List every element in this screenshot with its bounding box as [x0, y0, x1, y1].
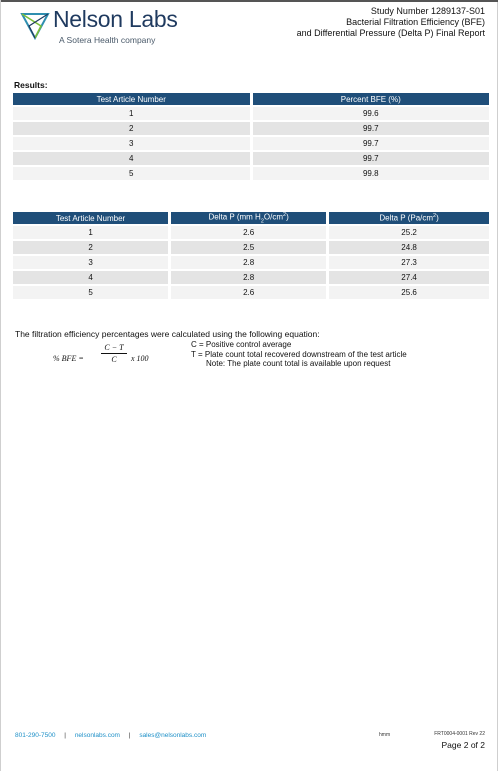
table-row	[13, 241, 489, 254]
table-row	[13, 226, 489, 239]
company-logo	[19, 8, 219, 48]
table-cell: 1	[13, 226, 168, 239]
table-cell: 99.7	[253, 137, 490, 150]
table-cell: 3	[13, 256, 168, 269]
nelson-logo-icon	[19, 8, 51, 42]
table-cell: 4	[13, 152, 250, 165]
table-cell: 24.8	[329, 241, 489, 254]
column-header: Test Article Number	[13, 212, 168, 224]
equation-note: Note: The plate count total is available upon request	[206, 359, 391, 368]
table-cell: 27.4	[329, 271, 489, 284]
table-row	[13, 137, 489, 150]
table-cell: 25.2	[329, 226, 489, 239]
equation-fraction	[101, 343, 127, 364]
column-header: Delta P $(Pa/cm^2)$	[329, 212, 489, 224]
table-cell: 2.8	[171, 256, 326, 269]
equation-definitions	[191, 340, 407, 369]
table-cell: 2	[13, 241, 168, 254]
table-row	[13, 256, 489, 269]
footer-email-link[interactable]: sales@nelsonlabs.com	[139, 732, 207, 739]
study-number: Study Number 1289137-S01	[370, 6, 485, 16]
brand-subtitle: A Sotera Health company	[59, 35, 156, 45]
table-cell: 99.6	[253, 107, 490, 120]
table-cell: 5	[13, 167, 250, 180]
column-header: Delta P (mm $H_2O/cm^2$)	[171, 212, 326, 224]
footer-separator: |	[64, 732, 66, 739]
table-row	[13, 122, 489, 135]
table-cell: 27.3	[329, 256, 489, 269]
equation-rhs: x 100	[131, 354, 149, 363]
table-cell: 99.7	[253, 152, 490, 165]
footer-initials: hmm	[379, 732, 391, 738]
table-cell: 2.6	[171, 286, 326, 299]
table-cell: 99.7	[253, 122, 490, 135]
results-label: Results:	[14, 80, 48, 90]
report-header	[297, 6, 485, 39]
table-row	[13, 152, 489, 165]
table-cell: 3	[13, 137, 250, 150]
equation-denominator: C	[111, 355, 117, 364]
page-number: Page 2 of 2	[441, 740, 485, 750]
column-header: Test Article Number	[13, 93, 250, 105]
bfe-results-table	[10, 91, 492, 182]
table-cell: 2.5	[171, 241, 326, 254]
definition-t: T = Plate count total recovered downstream of the test article	[191, 349, 407, 359]
table-row	[13, 107, 489, 120]
equation-lhs: % BFE =	[53, 354, 84, 363]
table-row	[13, 271, 489, 284]
delta-p-results-table	[10, 210, 492, 301]
table-cell: 25.6	[329, 286, 489, 299]
footer-form-id: FRT0004-0001 Rev 22	[434, 731, 485, 737]
table-cell: 1	[13, 107, 250, 120]
report-title-line1: Bacterial Filtration Efficiency (BFE)	[346, 17, 485, 27]
footer-contact	[15, 732, 206, 739]
table-cell: 5	[13, 286, 168, 299]
equation-intro: The filtration efficiency percentages were calculated using the following equation:	[15, 329, 320, 339]
brand-name: Nelson Labs	[53, 6, 178, 32]
table-cell: 2	[13, 122, 250, 135]
table-cell: 2.8	[171, 271, 326, 284]
table-row	[13, 286, 489, 299]
top-border	[1, 0, 498, 2]
footer-separator: |	[128, 732, 131, 739]
table-cell: 2.6	[171, 226, 326, 239]
report-title-line2: and Differential Pressure (Delta P) Final Report	[296, 28, 485, 38]
definition-c: C = Positive control average	[191, 340, 292, 349]
equation-numerator: C − T	[101, 343, 127, 354]
footer-website-link[interactable]: nelsonlabs.com	[74, 732, 120, 739]
table-cell: 4	[13, 271, 168, 284]
table-row	[13, 167, 489, 180]
table-cell: 99.8	[253, 167, 490, 180]
footer-phone-link[interactable]: 801-290-7500	[15, 732, 56, 739]
column-header: Percent BFE (%)	[253, 93, 490, 105]
